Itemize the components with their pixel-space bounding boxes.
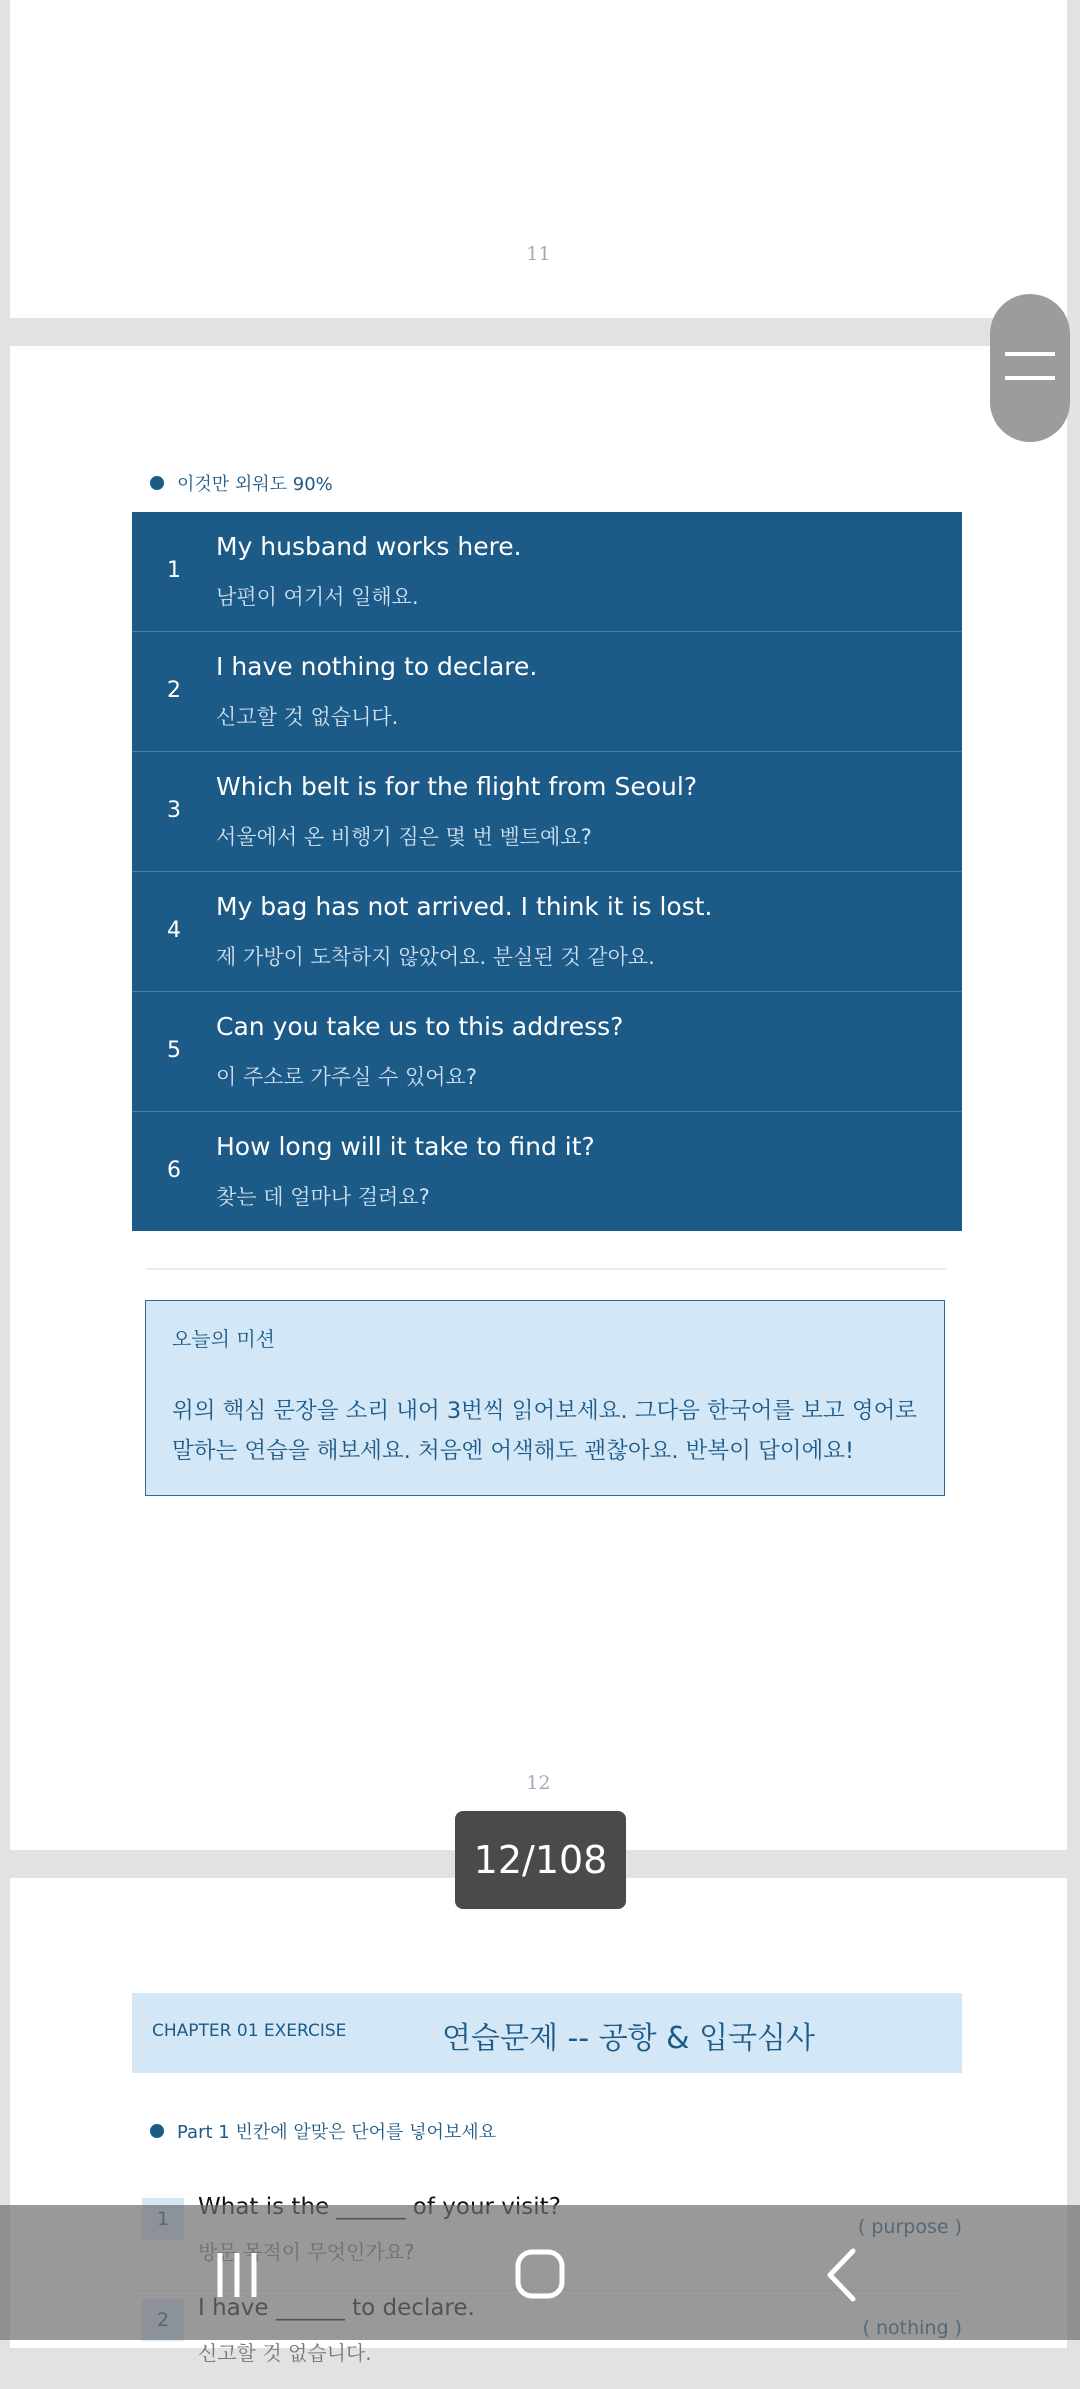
- phrase-row: [132, 872, 962, 992]
- phrase-number: 1: [167, 558, 181, 583]
- phrase-korean: 찾는 데 얼마나 걸려요?: [216, 1185, 430, 1209]
- phrase-english: I have nothing to declare.: [216, 652, 538, 681]
- part-heading-label: Part 1 빈칸에 알맞은 단어를 넣어보세요: [177, 2122, 497, 2143]
- home-icon[interactable]: [480, 2225, 600, 2325]
- chapter-label: CHAPTER 01 EXERCISE: [152, 2021, 347, 2041]
- phrase-english: Can you take us to this address?: [216, 1012, 624, 1041]
- phrase-row: [132, 512, 962, 632]
- phrase-row: [132, 992, 962, 1112]
- mission-text: 위의 핵심 문장을 소리 내어 3번씩 읽어보세요. 그다음 한국어를 보고 영어로 말하는 연습을 해보세요. 처음엔 어색해도 괜찮아요. 반복이 답이에요!: [172, 1398, 918, 1464]
- phrase-korean: 제 가방이 도착하지 않았어요. 분실된 것 같아요.: [216, 945, 655, 969]
- phrase-table: [132, 512, 962, 1231]
- phrase-number: 2: [167, 678, 181, 703]
- page-indicator: 12/108: [455, 1811, 626, 1909]
- page-12: [10, 346, 1067, 1850]
- phrase-english: My bag has not arrived. I think it is lost.: [216, 892, 713, 921]
- section-heading-label: 이것만 외워도 90%: [177, 474, 333, 495]
- phrase-number: 3: [167, 798, 181, 823]
- mission-title: 오늘의 미션: [172, 1327, 275, 1351]
- phrase-korean: 서울에서 온 비행기 짐은 몇 번 벨트예요?: [216, 825, 592, 849]
- chapter-header: [132, 1993, 962, 2073]
- phrase-row: [132, 752, 962, 872]
- phrase-english: My husband works here.: [216, 532, 522, 561]
- phrase-row: [132, 632, 962, 752]
- phrase-number: 5: [167, 1038, 181, 1063]
- section-heading: [150, 470, 333, 496]
- phrase-number: 6: [167, 1158, 181, 1183]
- back-icon[interactable]: [783, 2225, 903, 2325]
- phrase-english: How long will it take to find it?: [216, 1132, 595, 1161]
- page-number: 11: [526, 243, 551, 265]
- hamburger-icon-bar: [1005, 352, 1055, 356]
- recents-icon[interactable]: [177, 2225, 297, 2325]
- chapter-title: 연습문제 -- 공항 & 입국심사: [442, 2021, 815, 2056]
- bullet-icon: [150, 476, 164, 490]
- scroll-handle[interactable]: [990, 294, 1070, 442]
- phrase-korean: 이 주소로 가주실 수 있어요?: [216, 1065, 477, 1089]
- divider: [146, 1268, 946, 1270]
- page-number: 12: [526, 1772, 551, 1794]
- phrase-english: Which belt is for the flight from Seoul?: [216, 772, 698, 801]
- phrase-korean: 남편이 여기서 일해요.: [216, 585, 419, 609]
- phrase-row: [132, 1112, 962, 1231]
- phrase-number: 4: [167, 918, 181, 943]
- hamburger-icon-bar: [1005, 376, 1055, 380]
- bullet-icon: [150, 2124, 164, 2138]
- page-11: [10, 0, 1067, 318]
- exercise-korean: 신고할 것 없습니다.: [198, 2341, 372, 2365]
- navigation-bar: [0, 2205, 1080, 2340]
- mission-box: [145, 1300, 945, 1496]
- phrase-korean: 신고할 것 없습니다.: [216, 705, 399, 729]
- part-heading: [150, 2118, 496, 2144]
